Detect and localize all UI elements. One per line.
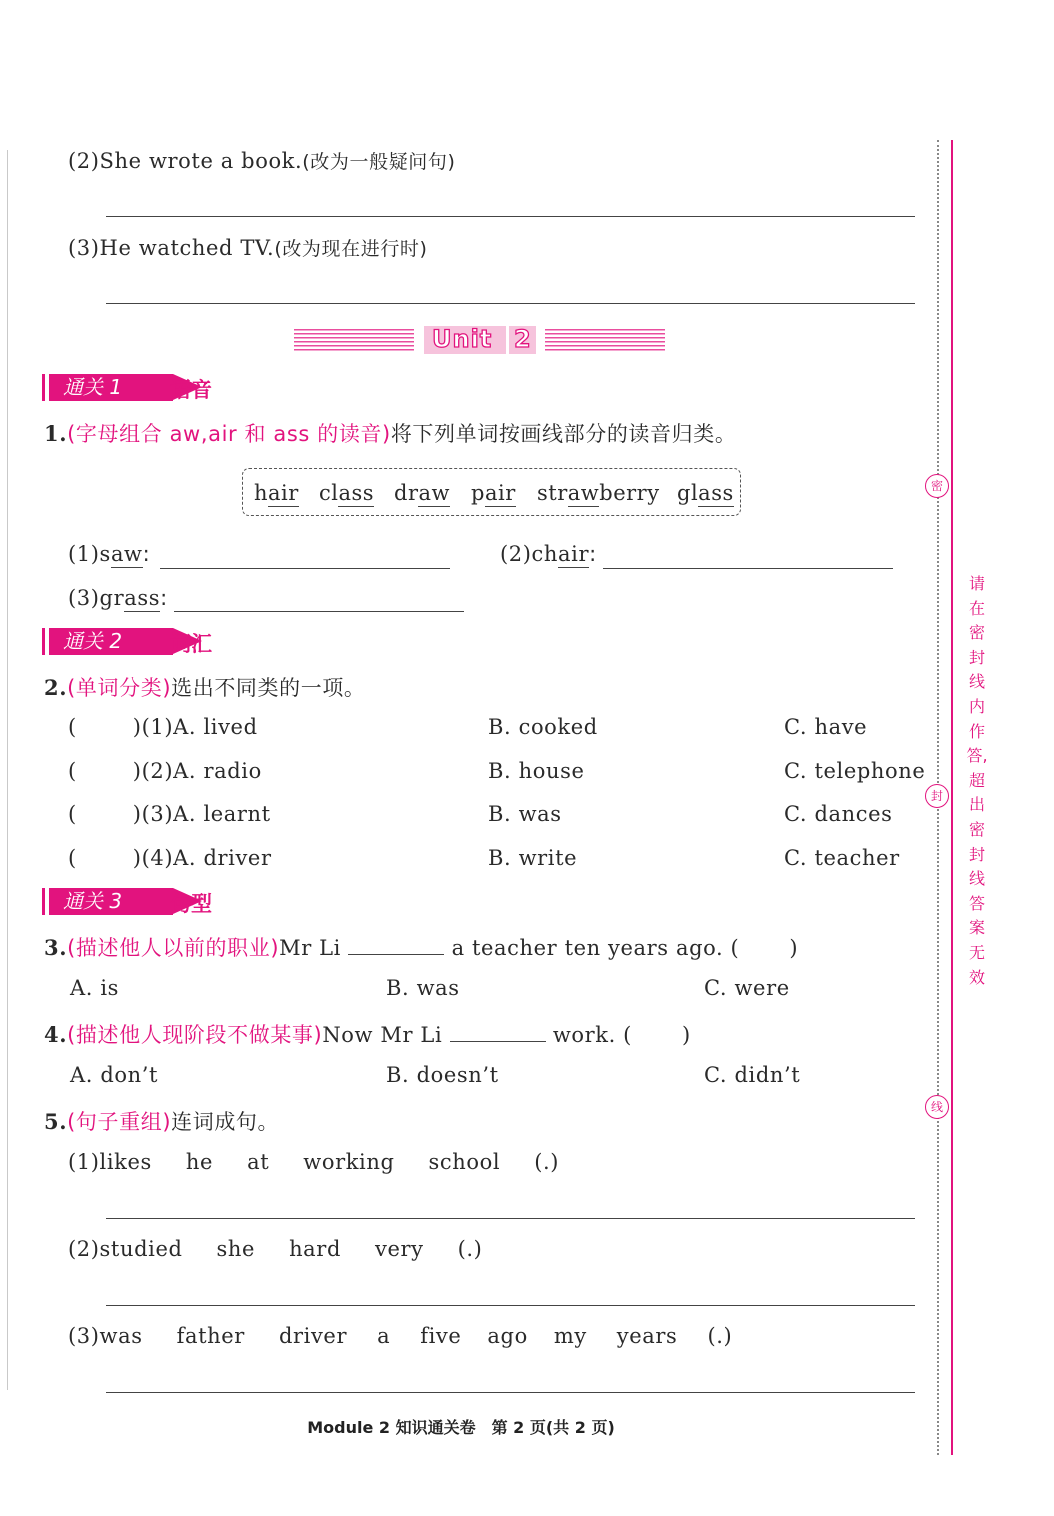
answer-line[interactable] bbox=[106, 1218, 915, 1219]
q2-option-c: C. telephone bbox=[784, 759, 926, 783]
fill-blank[interactable] bbox=[348, 954, 444, 955]
q3-option-a: A. is bbox=[70, 976, 120, 1000]
q2-option-c: C. teacher bbox=[784, 846, 900, 870]
blank-grass: (3)grass: bbox=[68, 586, 168, 610]
question-1: 1.(字母组合 aw,air 和 ass 的读音)将下列单词按画线部分的读音归类。 bbox=[44, 421, 737, 446]
q2-item-2: ( )(2)A. radio bbox=[68, 759, 262, 783]
exercise-2: (2)She wrote a book.(改为一般疑问句) bbox=[68, 149, 456, 173]
word-draw: draw bbox=[394, 481, 450, 505]
seal-mark-feng: 封 bbox=[925, 784, 949, 808]
answer-line[interactable] bbox=[106, 303, 915, 304]
banner-stripes-left bbox=[294, 329, 414, 351]
seal-mark-mi: 密 bbox=[925, 474, 949, 498]
exercise-3: (3)He watched TV.(改为现在进行时) bbox=[68, 236, 428, 260]
fill-blank[interactable] bbox=[450, 1041, 546, 1042]
unit-number: 2 bbox=[514, 325, 532, 353]
word-pair: pair bbox=[471, 481, 516, 505]
q2-option-b: B. cooked bbox=[488, 715, 598, 739]
q3-option-c: C. were bbox=[704, 976, 790, 1000]
q4-option-c: C. didn’t bbox=[704, 1063, 801, 1087]
blank-chair: (2)chair: bbox=[500, 542, 597, 566]
word-strawberry: strawberry bbox=[537, 481, 660, 505]
q2-item-1: ( )(1)A. lived bbox=[68, 715, 258, 739]
blank-saw: (1)saw: bbox=[68, 542, 151, 566]
answer-line-chair[interactable] bbox=[603, 568, 893, 569]
q2-option-c: C. dances bbox=[784, 802, 893, 826]
word-glass: glass bbox=[677, 481, 734, 505]
seal-notice: 请在密封线内作答,超出密封线答案无效 bbox=[966, 574, 988, 987]
q2-item-4: ( )(4)A. driver bbox=[68, 846, 272, 870]
q5-item-3: (3)was father driver a five ago my years (.) bbox=[68, 1324, 733, 1348]
answer-line-grass[interactable] bbox=[174, 611, 464, 612]
page-footer: Module 2 知识通关卷 第 2 页(共 2 页) bbox=[307, 1418, 615, 1437]
q5-item-1: (1)likes he at working school (.) bbox=[68, 1150, 560, 1174]
level-title-2: 词汇 bbox=[170, 632, 212, 656]
q2-option-c: C. have bbox=[784, 715, 868, 739]
answer-line[interactable] bbox=[106, 1392, 915, 1393]
q2-option-b: B. write bbox=[488, 846, 578, 870]
q2-item-3: ( )(3)A. learnt bbox=[68, 802, 271, 826]
q4-option-a: A. don’t bbox=[70, 1063, 159, 1087]
answer-line[interactable] bbox=[106, 216, 915, 217]
level-title-1: 语音 bbox=[170, 378, 212, 402]
answer-line-saw[interactable] bbox=[160, 568, 450, 569]
level-title-3: 句型 bbox=[170, 892, 212, 916]
answer-line[interactable] bbox=[106, 1305, 915, 1306]
question-4: 4.(描述他人现阶段不做某事)Now Mr Li work. ( ) bbox=[44, 1022, 691, 1047]
question-3: 3.(描述他人以前的职业)Mr Li a teacher ten years ago. ( ) bbox=[44, 935, 799, 960]
q2-option-b: B. house bbox=[488, 759, 585, 783]
seal-pink-line bbox=[951, 140, 953, 1455]
seal-mark-xian: 线 bbox=[925, 1095, 949, 1119]
q4-option-b: B. doesn’t bbox=[386, 1063, 499, 1087]
unit-title: Unit bbox=[432, 325, 493, 353]
q5-item-2: (2)studied she hard very (.) bbox=[68, 1237, 483, 1261]
banner-stripes-right bbox=[545, 329, 665, 351]
page-edge bbox=[7, 150, 8, 1390]
word-hair: hair bbox=[254, 481, 299, 505]
word-class: class bbox=[319, 481, 375, 505]
question-5: 5.(句子重组)连词成句。 bbox=[44, 1109, 280, 1134]
question-2: 2.(单词分类)选出不同类的一项。 bbox=[44, 675, 366, 700]
q3-option-b: B. was bbox=[386, 976, 460, 1000]
q2-option-b: B. was bbox=[488, 802, 562, 826]
